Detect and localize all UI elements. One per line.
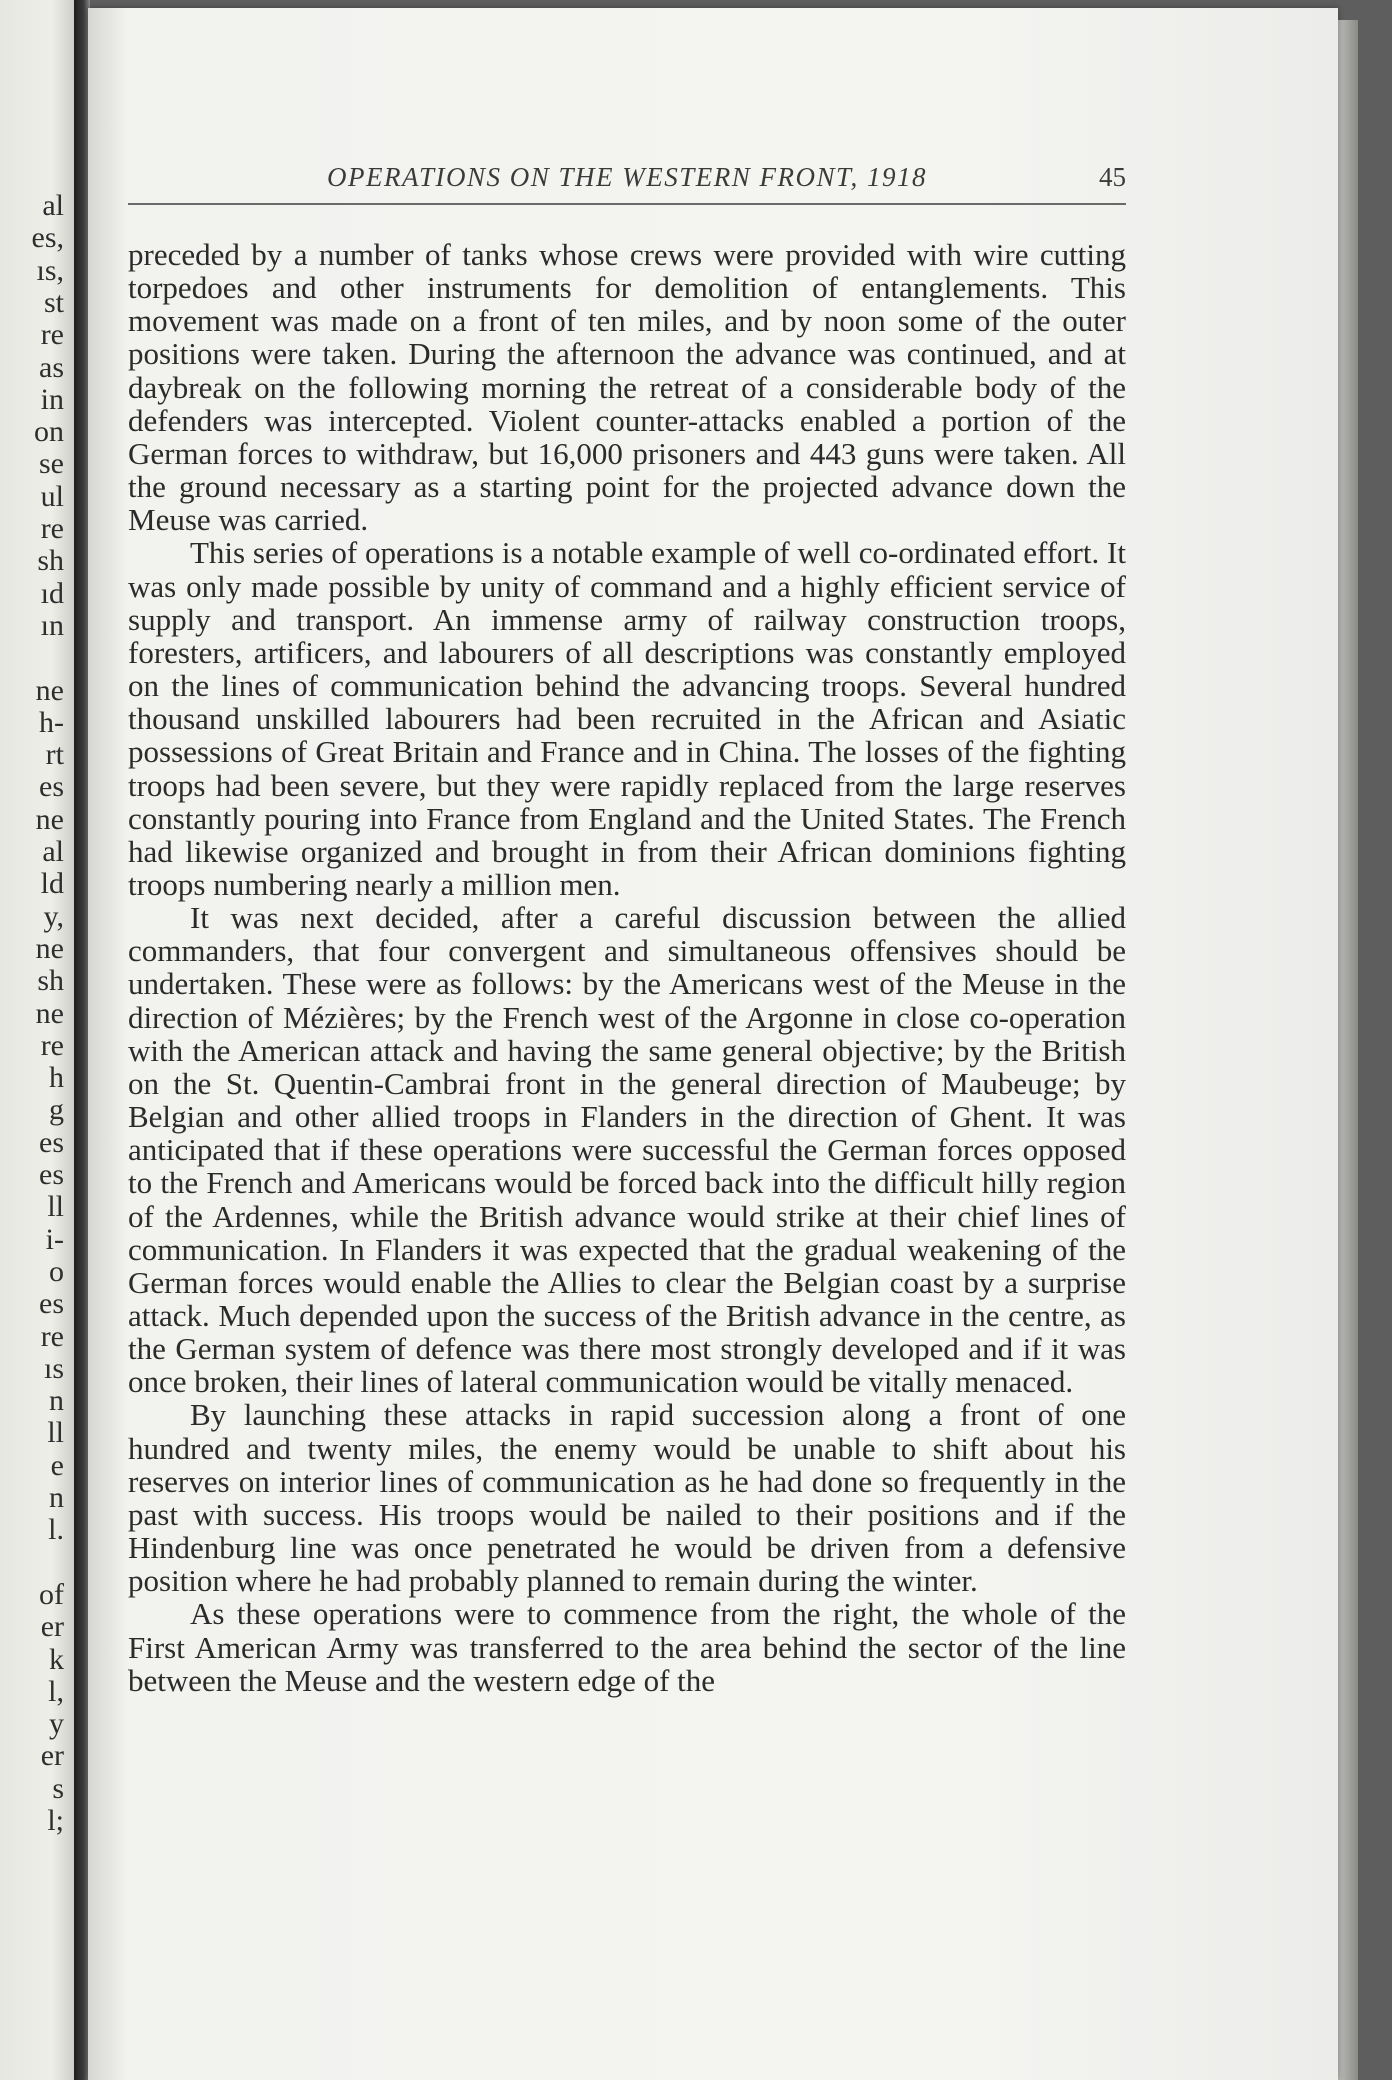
paragraph: preceded by a number of tanks whose crews were provided with wire cutting torpedoes and other instruments for demolition of entanglements. This movement was made on a front of ten miles, and by noon some of the outer positions were taken. During the afternoon the advance was continued, and at daybreak on the following morning the retreat of a considerable body of the defenders was intercepted. Violent counter-attacks enabled a portion of the German forces to withdraw, but 16,000 prisoners and 443 guns were taken. All the ground necessary as a starting point for the projected advance down the Meuse was carried. [128, 237, 1126, 538]
left-page-fragment: er [40, 1739, 64, 1773]
left-page-fragment: g [49, 1093, 64, 1127]
left-page-fragment: n [49, 1384, 64, 1418]
left-page-fragment: es [39, 770, 64, 804]
left-page-fragment: ne [35, 802, 64, 836]
left-page-fragment: ld [40, 867, 64, 901]
left-page-fragment: rt [45, 738, 64, 772]
left-page-fragment: o [49, 1254, 64, 1288]
left-page-fragment: n [49, 1481, 64, 1514]
body-text [128, 238, 1126, 1697]
left-page-fragment: i- [45, 1222, 64, 1256]
left-page-fragment: es [39, 1125, 64, 1159]
left-page-fragment: er [40, 1610, 64, 1644]
page-edge [1338, 20, 1358, 2080]
left-page-fragment: ne [35, 673, 64, 707]
left-page-fragment: s [52, 1771, 64, 1805]
left-page-fragment: y, [43, 899, 64, 933]
left-page-fragment: e [50, 1448, 64, 1482]
left-page-fragment: es [39, 1158, 64, 1191]
left-page-fragment: h- [39, 705, 64, 739]
page-number: 45 [1099, 162, 1126, 192]
left-page-fragment: es, [31, 221, 64, 255]
header-rule [128, 203, 1126, 205]
left-page-fragment: ıd [40, 576, 64, 610]
left-page-fragment: st [43, 285, 64, 319]
paragraph: It was next decided, after a careful discussion between the allied commanders, that four convergent and simultaneous offensives should be undertaken. These were as follows: by the Americans west of the Meuse in the direction of Mézières; by the French west of the Argonne in close co-operation with the American attack and having the same general objective; by the British on the St. Quentin-Cambrai front in the general direction of Maubeuge; by Belgian and other allied troops in Flanders in the direction of Ghent. It was anticipated that if these operations were successful the German forces opposed to the French and Americans would be forced back into the difficult hilly region of the Ardennes, while the British advance would strike at their chief lines of communication. In Flanders it was expected that the gradual weakening of the German forces would enable the Allies to clear the Belgian coast by a surprise attack. Much depended upon the success of the British advance in the centre, as the German system of defence was there most strongly developed and if it was once broken, their lines of lateral communication would be vitally menaced. [128, 900, 1126, 1400]
left-page-fragment: re [40, 1028, 64, 1062]
left-page-fragment: as [39, 350, 64, 384]
left-page-fragment: ne [35, 931, 64, 965]
paragraph: By launching these attacks in rapid succession along a front of one hundred and twenty miles, the enemy would be unable to shift about his reserves on interior lines of communication as he had done so frequently in the past with success. His troops would be nailed to their positions and if the Hindenburg line was once penetrated he would be driven from a defensive position where he had probably planned to remain during the winter. [128, 1397, 1126, 1599]
left-page-fragment: h [49, 1061, 64, 1095]
running-title: OPERATIONS ON THE WESTERN FRONT, 1918 [327, 162, 927, 192]
left-page-fragment: y [49, 1707, 64, 1741]
left-page-fragment: re [40, 512, 64, 545]
left-page-fragment: ll [47, 1416, 64, 1450]
left-page-fragment: se [39, 447, 64, 481]
left-page-fragment: ne [35, 996, 64, 1030]
left-page-fragment: l, [48, 1674, 64, 1708]
left-page-fragment: l; [47, 1804, 64, 1837]
paragraph: This series of operations is a notable example of well co-ordinated effort. It was only made possible by unity of command and a highly efficient service of supply and transport. An immense army of railway construction troops, foresters, artificers, and labourers of all descriptions was constantly employed on the lines of communication behind the advancing troops. Several hundred thousand unskilled labourers had been recruited in the African and Asiatic possessions of Great Britain and France and in China. The losses of the fighting troops had been severe, but they were rapidly replaced from the large reserves constantly pouring into France from England and the United States. The French had likewise organized and brought in from their African dominions fighting troops numbering nearly a million men. [128, 535, 1126, 902]
left-page-fragment: k [49, 1642, 64, 1676]
left-page-fragment: ıs [43, 1351, 64, 1385]
left-page-fragment: sh [37, 544, 64, 578]
left-page-fragment: on [34, 415, 64, 449]
left-page-fragment: al [42, 835, 64, 868]
left-page-margin [0, 0, 74, 2080]
left-page-fragment: ın [40, 608, 64, 642]
paragraph: As these operations were to commence from the right, the whole of the First American Army was transferred to the area behind the sector of the line between the Meuse and the western edge of the [128, 1596, 1126, 1698]
running-header [128, 162, 1126, 198]
left-page-fragment: ll [47, 1190, 64, 1224]
left-page-fragment: re [40, 318, 64, 352]
left-page-fragment: of [39, 1577, 64, 1611]
left-page-fragment: ul [40, 479, 64, 513]
left-page-fragment: in [40, 382, 64, 416]
left-page-fragment: es [39, 1287, 64, 1321]
left-page-fragment: al [42, 189, 64, 222]
left-page-fragment: ıs, [36, 253, 64, 287]
left-page-fragment: sh [37, 964, 64, 998]
left-page-fragment: re [40, 1319, 64, 1353]
left-page-fragment: l. [48, 1513, 64, 1547]
